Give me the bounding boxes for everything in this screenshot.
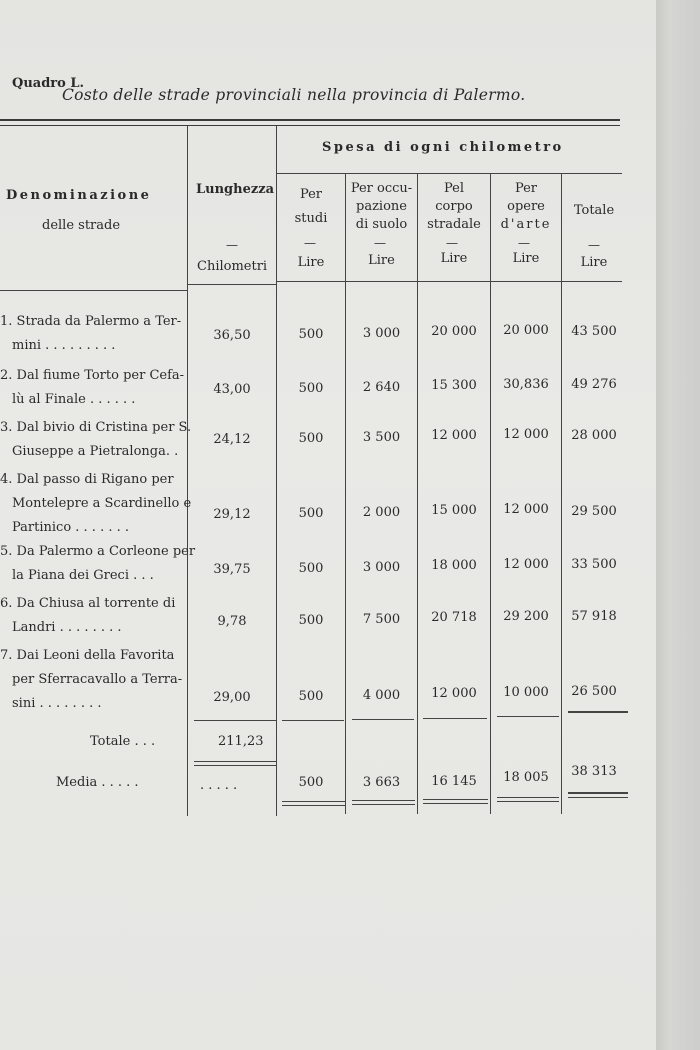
unit-dash-km: — xyxy=(226,238,238,252)
row-6-suolo: 7 500 xyxy=(362,611,401,627)
row-5-lunghezza: 39,75 xyxy=(213,562,251,577)
row-4-name-line-1: 4. Dal passo di Rigano per xyxy=(0,472,174,487)
media-opere: 18 005 xyxy=(503,770,549,785)
row-5-name-line-1: 5. Da Palermo a Corleone per xyxy=(0,544,196,559)
row-7-totale: 26 500 xyxy=(571,684,617,699)
row-6-studi: 500 xyxy=(298,612,324,628)
col-divider-corpo xyxy=(490,174,491,814)
header-delle-strade: delle strade xyxy=(42,218,121,233)
unit-km: Chilometri xyxy=(197,259,268,274)
unit-dash-corpo: — xyxy=(446,236,458,250)
row-2-suolo: 2 640 xyxy=(362,379,401,395)
row-5-name-line-2: la Piana dei Greci . . . xyxy=(12,568,154,583)
media-label: Media . . . . . xyxy=(56,775,139,790)
row-5-totale: 33 500 xyxy=(571,557,617,572)
media-lunghezza: . . . . . xyxy=(200,778,238,793)
header-lunghezza: Lunghezza xyxy=(196,182,275,197)
top-rule-thin xyxy=(0,125,620,126)
unit-dash-totale: — xyxy=(588,238,600,252)
row-7-lunghezza: 29,00 xyxy=(213,690,251,705)
row-5-corpo: 18 000 xyxy=(431,558,477,574)
media-rule-opere-1 xyxy=(497,797,559,798)
table-number: Quadro L. xyxy=(12,76,85,91)
row-bottom-totale xyxy=(568,711,628,713)
top-rule xyxy=(0,119,620,121)
row-4-studi: 500 xyxy=(298,505,324,521)
row-5-opere: 12 000 xyxy=(503,557,549,573)
row-1-corpo: 20 000 xyxy=(431,324,477,340)
unit-dash-suolo: — xyxy=(374,236,386,250)
header-pel-corpo: Pel corpo stradale xyxy=(427,181,481,232)
row-6-opere: 29 200 xyxy=(503,609,549,625)
row-2-studi: 500 xyxy=(298,380,324,396)
row-bottom-corpo xyxy=(423,718,487,719)
col-divider-length xyxy=(276,126,277,816)
unit-lire-opere: Lire xyxy=(512,251,540,266)
row-7-name-line-2: per Sferracavallo a Terra- xyxy=(12,672,183,687)
header-spesa: Spesa di ogni chilometro xyxy=(322,140,564,155)
row-3-name-line-1: 3. Dal bivio di Cristina per S. xyxy=(0,420,192,435)
row-3-name-line-2: Giuseppe a Pietralonga. . xyxy=(12,444,179,459)
media-studi: 500 xyxy=(298,775,324,790)
row-1-name-line-1: 1. Strada da Palermo a Ter- xyxy=(0,314,182,329)
media-rule-studi-2 xyxy=(282,805,345,806)
row-2-name-line-2: lù al Finale . . . . . . xyxy=(12,392,136,407)
unit-lire-totale: Lire xyxy=(580,255,608,270)
row-2-name-line-1: 2. Dal fiume Torto per Cefa- xyxy=(0,368,185,383)
media-rule-corpo-1 xyxy=(423,799,488,800)
header-bottom-spesa xyxy=(277,281,622,282)
media-rule-suolo-1 xyxy=(352,800,415,801)
row-2-opere: 30,836 xyxy=(503,377,549,393)
totale-double-line-2 xyxy=(194,765,276,766)
media-rule-totale-1 xyxy=(568,792,628,794)
row-4-name-line-2: Montelepre a Scardinello e xyxy=(12,496,192,511)
row-4-corpo: 15 000 xyxy=(431,503,477,519)
row-4-opere: 12 000 xyxy=(503,502,549,518)
unit-dash-studi: — xyxy=(304,236,316,250)
row-6-corpo: 20 718 xyxy=(431,610,477,626)
row-1-opere: 20 000 xyxy=(503,323,549,339)
col-divider-suolo xyxy=(417,174,418,814)
header-bottom-name xyxy=(0,290,187,291)
row-6-name-line-2: Landri . . . . . . . . xyxy=(12,620,122,635)
row-3-totale: 28 000 xyxy=(571,428,617,443)
row-bottom-studi xyxy=(282,720,344,721)
totale-double-line-1 xyxy=(194,761,276,762)
media-rule-suolo-2 xyxy=(352,804,415,805)
row-7-studi: 500 xyxy=(298,688,324,704)
totale-label: Totale . . . xyxy=(90,734,156,749)
header-per-studi: Per studi xyxy=(294,187,328,226)
row-1-name-line-2: mini . . . . . . . . . xyxy=(12,338,116,353)
row-7-name-line-1: 7. Dai Leoni della Favorita xyxy=(0,648,175,663)
header-bottom-length xyxy=(188,284,276,285)
row-4-lunghezza: 29,12 xyxy=(213,507,251,522)
media-rule-corpo-2 xyxy=(423,803,488,804)
row-3-studi: 500 xyxy=(298,430,324,446)
row-7-corpo: 12 000 xyxy=(431,686,477,702)
row-1-studi: 500 xyxy=(298,326,324,342)
row-6-lunghezza: 9,78 xyxy=(217,614,247,629)
row-1-lunghezza: 36,50 xyxy=(213,328,251,343)
row-1-totale: 43 500 xyxy=(571,324,617,339)
row-bottom-opere xyxy=(497,716,559,717)
header-denominazione: Denominazione xyxy=(6,188,152,203)
row-2-lunghezza: 43,00 xyxy=(213,382,251,397)
unit-dash-opere: — xyxy=(518,236,530,250)
media-suolo: 3 663 xyxy=(362,775,401,790)
row-7-opere: 10 000 xyxy=(503,685,549,701)
media-rule-opere-2 xyxy=(497,801,559,802)
header-per-opere: Per opere d'arte xyxy=(500,181,552,232)
table-title: Costo delle strade provinciali nella provincia di Palermo. xyxy=(62,86,526,104)
row-2-totale: 49 276 xyxy=(571,377,617,392)
row-7-name-line-3: sini . . . . . . . . xyxy=(12,696,102,711)
totale-underline-top xyxy=(194,720,276,721)
row-2-corpo: 15 300 xyxy=(431,378,477,394)
row-4-totale: 29 500 xyxy=(571,504,617,519)
header-totale: Totale xyxy=(573,203,615,218)
row-3-corpo: 12 000 xyxy=(431,428,477,444)
row-6-totale: 57 918 xyxy=(571,609,617,624)
row-4-name-line-3: Partinico . . . . . . . xyxy=(12,520,129,535)
totale-lunghezza: 211,23 xyxy=(218,734,264,749)
media-totale: 38 313 xyxy=(571,764,617,779)
media-rule-studi-1 xyxy=(282,801,345,802)
row-3-lunghezza: 24,12 xyxy=(213,432,251,447)
page-edge xyxy=(656,0,700,1050)
unit-lire-corpo: Lire xyxy=(440,251,468,266)
header-per-occupazione: Per occu- pazione di suolo xyxy=(350,181,413,232)
spesa-underline xyxy=(277,173,622,174)
row-5-studi: 500 xyxy=(298,560,324,576)
row-3-suolo: 3 500 xyxy=(362,429,401,445)
col-divider-name xyxy=(187,126,188,816)
row-1-suolo: 3 000 xyxy=(362,325,401,341)
unit-lire-studi: Lire xyxy=(297,255,325,270)
row-5-suolo: 3 000 xyxy=(362,559,401,575)
unit-lire-suolo: Lire xyxy=(368,253,395,268)
media-rule-totale-2 xyxy=(568,797,628,798)
row-3-opere: 12 000 xyxy=(503,427,549,443)
row-4-suolo: 2 000 xyxy=(362,504,401,520)
media-corpo: 16 145 xyxy=(431,774,477,789)
row-6-name-line-1: 6. Da Chiusa al torrente di xyxy=(0,596,176,611)
row-bottom-suolo xyxy=(352,719,414,720)
row-7-suolo: 4 000 xyxy=(362,687,401,703)
